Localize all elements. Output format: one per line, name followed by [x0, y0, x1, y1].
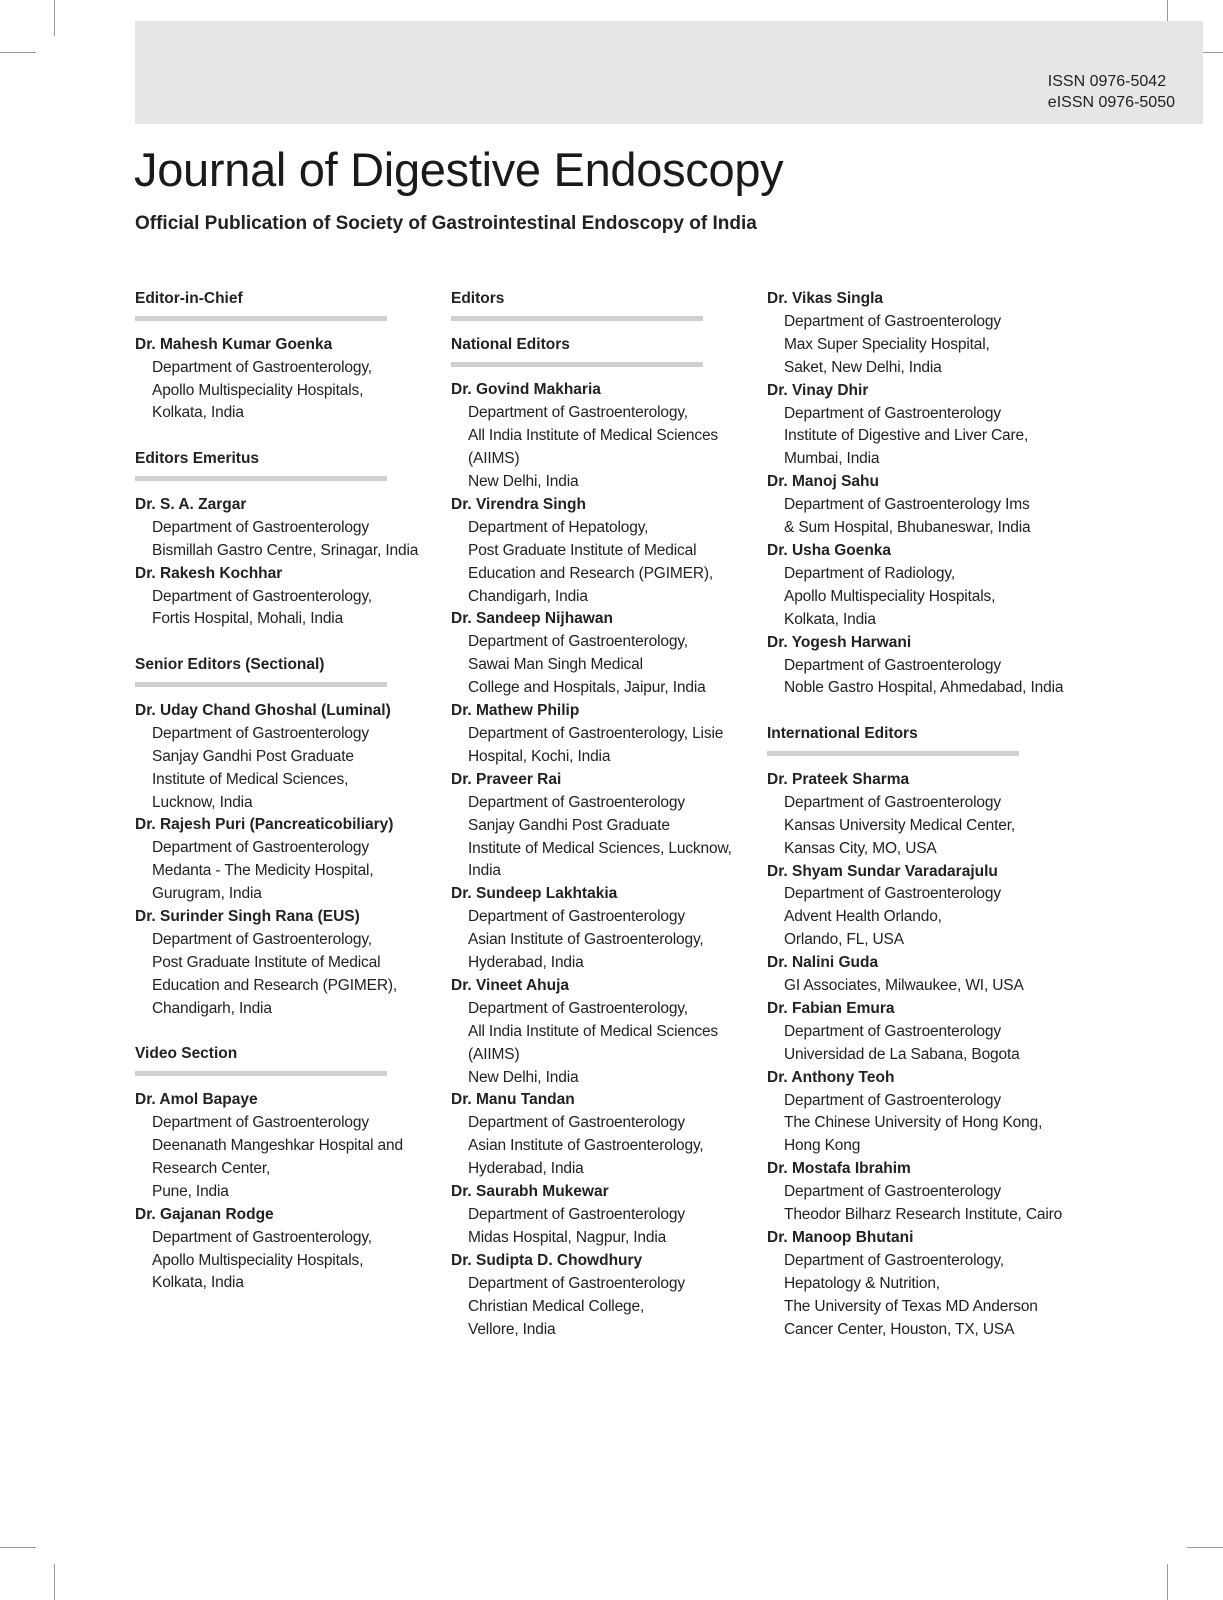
- affiliation-line: Midas Hospital, Nagpur, India: [468, 1228, 667, 1246]
- affiliation-line: GI Associates, Milwaukee, WI, USA: [784, 977, 1024, 995]
- affiliation-line: Department of Gastroenterology: [468, 793, 685, 811]
- affiliation-line: Kolkata, India: [152, 1274, 244, 1292]
- affiliation-line: Department of Gastroenterology: [152, 518, 369, 536]
- affiliation-line: Mumbai, India: [784, 450, 880, 468]
- affiliation-line: Asian Institute of Gastroenterology,: [468, 1137, 704, 1155]
- affiliation-line: Hepatology & Nutrition,: [784, 1274, 940, 1292]
- section-divider: [767, 751, 1019, 756]
- affiliation-line: Saket, New Delhi, India: [784, 358, 942, 376]
- affiliation-line: Department of Gastroenterology: [784, 1091, 1001, 1109]
- affiliation-line: Apollo Multispeciality Hospitals,: [152, 381, 364, 399]
- editor-name: Dr. Gajanan Rodge: [135, 1205, 274, 1223]
- affiliation-line: (AIIMS): [468, 450, 520, 468]
- affiliation-line: Apollo Multispeciality Hospitals,: [784, 587, 996, 605]
- affiliation-line: Department of Gastroenterology,: [784, 1251, 1004, 1269]
- section-title-editors: Editors: [451, 290, 505, 307]
- affiliation-line: Department of Gastroenterology,: [468, 404, 688, 422]
- affiliation-line: Education and Research (PGIMER),: [152, 976, 398, 994]
- section-divider: [451, 316, 703, 321]
- affiliation-line: Gurugram, India: [152, 885, 262, 903]
- affiliation-line: Kansas City, MO, USA: [784, 839, 937, 857]
- editorial-column-1: [135, 288, 435, 1295]
- editor-name: Dr. S. A. Zargar: [135, 495, 247, 513]
- crop-mark: [1167, 1564, 1168, 1600]
- affiliation-line: Department of Radiology,: [784, 564, 956, 582]
- editor-name: Dr. Rakesh Kochhar: [135, 564, 283, 582]
- affiliation-line: College and Hospitals, Jaipur, India: [468, 679, 706, 697]
- affiliation-line: Lucknow, India: [152, 793, 253, 811]
- affiliation-line: Department of Gastroenterology,: [152, 1228, 372, 1246]
- editor-name: Dr. Manu Tandan: [451, 1091, 575, 1109]
- crop-mark: [54, 1564, 55, 1600]
- editor-name: Dr. Sudipta D. Chowdhury: [451, 1251, 643, 1269]
- affiliation-line: Department of Gastroenterology,: [152, 587, 372, 605]
- editor-name: Dr. Rajesh Puri (Pancreaticobiliary): [135, 816, 394, 834]
- affiliation-line: Department of Gastroenterology,: [468, 633, 688, 651]
- affiliation-line: Advent Health Orlando,: [784, 908, 942, 926]
- affiliation-line: Department of Gastroenterology: [152, 724, 369, 742]
- affiliation-line: Asian Institute of Gastroenterology,: [468, 931, 704, 949]
- editor-name: Dr. Praveer Rai: [451, 770, 562, 788]
- section-divider: [135, 1071, 387, 1076]
- affiliation-line: Institute of Medical Sciences,: [152, 770, 349, 788]
- affiliation-line: Institute of Digestive and Liver Care,: [784, 427, 1029, 445]
- affiliation-line: All India Institute of Medical Sciences: [468, 427, 719, 445]
- section-title-national-editors: National Editors: [451, 335, 570, 353]
- affiliation-line: Department of Gastroenterology: [784, 312, 1001, 330]
- crop-mark: [0, 1547, 36, 1548]
- affiliation-line: Department of Gastroenterology: [468, 1206, 685, 1223]
- affiliation-line: Department of Gastroenterology: [468, 908, 685, 926]
- affiliation-line: Department of Gastroenterology: [784, 656, 1001, 674]
- affiliation-line: Department of Gastroenterology: [784, 1183, 1001, 1201]
- affiliation-line: Post Graduate Institute of Medical: [152, 953, 381, 971]
- affiliation-line: Noble Gastro Hospital, Ahmedabad, India: [784, 679, 1064, 697]
- affiliation-line: Sanjay Gandhi Post Graduate: [468, 816, 670, 834]
- affiliation-line: Education and Research (PGIMER),: [468, 564, 714, 582]
- affiliation-line: Kolkata, India: [784, 610, 876, 628]
- editor-name: Dr. Fabian Emura: [767, 999, 895, 1017]
- crop-mark: [1187, 1547, 1223, 1548]
- affiliation-line: Department of Gastroenterology: [152, 839, 369, 857]
- editor-name: Dr. Usha Goenka: [767, 541, 892, 559]
- affiliation-line: New Delhi, India: [468, 1068, 579, 1086]
- crop-mark: [54, 0, 55, 36]
- section-divider: [451, 362, 703, 367]
- section-divider: [135, 476, 387, 481]
- editor-name: Dr. Amol Bapaye: [135, 1091, 258, 1109]
- section-gap: [767, 700, 1067, 723]
- journal-title: Journal of Digestive Endoscopy: [134, 143, 784, 196]
- affiliation-line: Hong Kong: [784, 1137, 861, 1155]
- affiliation-line: Department of Gastroenterology: [784, 885, 1001, 903]
- editor-name: Dr. Prateek Sharma: [767, 770, 910, 788]
- affiliation-line: Hospital, Kochi, India: [468, 747, 611, 765]
- editor-name: Dr. Shyam Sundar Varadarajulu: [767, 862, 998, 880]
- editor-name: Dr. Vikas Singla: [767, 290, 884, 307]
- affiliation-line: Department of Gastroenterology: [468, 1114, 685, 1132]
- affiliation-line: Department of Gastroenterology: [784, 1022, 1001, 1040]
- affiliation-line: The University of Texas MD Anderson: [784, 1297, 1038, 1315]
- affiliation-line: Theodor Bilharz Research Institute, Cairo: [784, 1206, 1063, 1224]
- affiliation-line: Apollo Multispeciality Hospitals,: [152, 1251, 364, 1269]
- editor-name: Dr. Sundeep Lakhtakia: [451, 885, 618, 903]
- affiliation-line: Department of Gastroenterology: [784, 404, 1001, 422]
- affiliation-line: (AIIMS): [468, 1045, 520, 1063]
- affiliation-line: Sawai Man Singh Medical: [468, 656, 643, 674]
- editor-name: Dr. Manoj Sahu: [767, 473, 879, 491]
- issn-electronic: eISSN 0976-5050: [1047, 94, 1175, 111]
- affiliation-line: Max Super Speciality Hospital,: [784, 335, 990, 353]
- editor-name: Dr. Surinder Singh Rana (EUS): [135, 908, 360, 926]
- section-gap: [135, 631, 435, 654]
- affiliation-line: Department of Gastroenterology,: [152, 358, 372, 376]
- affiliation-line: Research Center,: [152, 1159, 271, 1177]
- section-divider: [135, 682, 387, 687]
- affiliation-line: Christian Medical College,: [468, 1297, 645, 1315]
- section-title-international-editors: International Editors: [767, 725, 918, 743]
- journal-subtitle: Official Publication of Society of Gastrointestinal Endoscopy of India: [135, 213, 757, 234]
- affiliation-line: Universidad de La Sabana, Bogota: [784, 1045, 1020, 1063]
- editor-name: Dr. Anthony Teoh: [767, 1068, 895, 1086]
- affiliation-line: Post Graduate Institute of Medical: [468, 541, 697, 559]
- editor-name: Dr. Manoop Bhutani: [767, 1229, 914, 1247]
- crop-mark: [0, 52, 36, 53]
- affiliation-line: Hyderabad, India: [468, 954, 584, 972]
- section-divider: [135, 316, 387, 321]
- editorial-column-3: [767, 288, 1067, 1342]
- issn-print: ISSN 0976-5042: [1047, 73, 1167, 90]
- affiliation-line: Department of Gastroenterology,: [152, 930, 372, 948]
- affiliation-line: Kolkata, India: [152, 404, 244, 422]
- editor-name: Dr. Vineet Ahuja: [451, 976, 570, 994]
- affiliation-line: Department of Gastroenterology: [152, 1114, 369, 1132]
- affiliation-line: Institute of Medical Sciences, Lucknow,: [468, 839, 732, 857]
- affiliation-line: Deenanath Mangeshkar Hospital and: [152, 1136, 403, 1154]
- editor-name: Dr. Sandeep Nijhawan: [451, 610, 613, 628]
- affiliation-line: India: [468, 862, 501, 880]
- affiliation-line: Vellore, India: [468, 1320, 556, 1338]
- editor-name: Dr. Nalini Guda: [767, 954, 879, 972]
- affiliation-line: Department of Gastroenterology Ims: [784, 496, 1030, 514]
- editor-name: Dr. Mathew Philip: [451, 702, 580, 720]
- affiliation-line: Bismillah Gastro Centre, Srinagar, India: [152, 541, 419, 559]
- header-band: [135, 21, 1203, 124]
- section-title-editor-in-chief: Editor-in-Chief: [135, 290, 243, 307]
- editor-name: Dr. Yogesh Harwani: [767, 633, 912, 651]
- affiliation-line: All India Institute of Medical Sciences: [468, 1022, 719, 1040]
- editor-name: Dr. Saurabh Mukewar: [451, 1183, 609, 1201]
- affiliation-line: Chandigarh, India: [468, 587, 588, 605]
- editor-name: Dr. Vinay Dhir: [767, 381, 869, 399]
- affiliation-line: Department of Gastroenterology,: [468, 999, 688, 1017]
- affiliation-line: Chandigarh, India: [152, 999, 272, 1017]
- editor-name: Dr. Mostafa Ibrahim: [767, 1160, 911, 1178]
- editor-name: Dr. Govind Makharia: [451, 381, 601, 399]
- affiliation-line: Department of Gastroenterology: [468, 1274, 685, 1292]
- section-gap: [135, 1021, 435, 1044]
- affiliation-line: Department of Gastroenterology: [784, 793, 1001, 811]
- editorial-column-2: [451, 288, 751, 1341]
- affiliation-line: Kansas University Medical Center,: [784, 816, 1016, 834]
- affiliation-line: Sanjay Gandhi Post Graduate: [152, 747, 354, 765]
- affiliation-line: New Delhi, India: [468, 473, 579, 490]
- editor-name: Dr. Uday Chand Ghoshal (Luminal): [135, 701, 391, 719]
- affiliation-line: Department of Hepatology,: [468, 518, 649, 536]
- affiliation-line: Cancer Center, Houston, TX, USA: [784, 1320, 1015, 1338]
- editor-name: Dr. Virendra Singh: [451, 495, 586, 513]
- affiliation-line: & Sum Hospital, Bhubaneswar, India: [784, 519, 1031, 537]
- issn-block: [1048, 71, 1175, 113]
- affiliation-line: Hyderabad, India: [468, 1160, 584, 1178]
- affiliation-line: Pune, India: [152, 1182, 229, 1200]
- section-gap: [135, 425, 435, 448]
- affiliation-line: The Chinese University of Hong Kong,: [784, 1114, 1043, 1132]
- section-title-senior-editors-sectional: Senior Editors (Sectional): [135, 656, 325, 674]
- affiliation-line: Department of Gastroenterology, Lisie: [468, 724, 724, 742]
- affiliation-line: Medanta - The Medicity Hospital,: [152, 862, 374, 880]
- section-title-editors-emeritus: Editors Emeritus: [135, 450, 260, 468]
- affiliation-line: Orlando, FL, USA: [784, 931, 904, 949]
- affiliation-line: Fortis Hospital, Mohali, India: [152, 610, 344, 628]
- editor-name: Dr. Mahesh Kumar Goenka: [135, 335, 333, 353]
- section-title-video-section: Video Section: [135, 1045, 238, 1063]
